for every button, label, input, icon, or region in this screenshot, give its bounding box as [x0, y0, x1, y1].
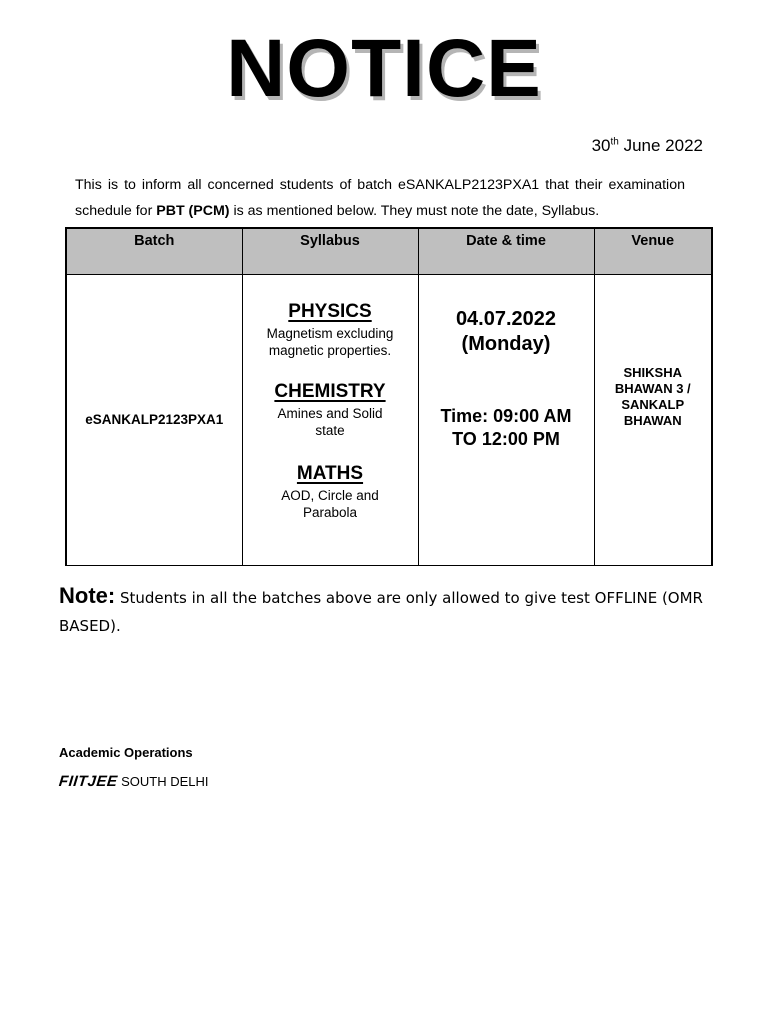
subject-block-physics — [243, 301, 418, 359]
topics-maths: AOD, Circle and Parabola — [281, 487, 379, 520]
schedule-table — [65, 227, 713, 566]
notice-date — [592, 136, 703, 156]
date-time-cell — [418, 274, 594, 565]
intro-exam-name: PBT (PCM) — [156, 203, 230, 219]
subject-maths: MATHS — [296, 462, 364, 484]
exam-date: 04.07.2022 — [455, 307, 557, 330]
topics-physics: Magnetism excluding magnetic properties. — [266, 325, 394, 358]
subject-chemistry: CHEMISTRY — [274, 380, 386, 402]
exam-date-block — [419, 307, 594, 357]
date-day: 30 — [591, 136, 611, 155]
syllabus-cell — [242, 274, 418, 565]
venue-cell — [594, 274, 712, 565]
exam-time-end: TO 12:00 PM — [452, 428, 560, 449]
header-date-time: Date & time — [418, 228, 594, 274]
fiitjee-logo: FIITJEE — [58, 773, 119, 790]
header-batch: Batch — [66, 228, 242, 274]
venue-text: SHIKSHA BHAWAN 3 / SANKALP BHAWAN — [614, 364, 691, 428]
topics-chemistry: Amines and Solid state — [277, 405, 383, 438]
intro-text-1: This is to inform all concerned students of batch eSANKALP2123PXA1 that their examination schedule for — [75, 177, 685, 219]
header-syllabus: Syllabus — [242, 228, 418, 274]
subject-block-maths — [243, 463, 418, 521]
batch-cell: eSANKALP2123PXA1 — [66, 274, 242, 565]
table-header-row — [66, 228, 712, 274]
signature-department: Academic Operations — [59, 745, 193, 760]
exam-day: (Monday) — [461, 332, 551, 355]
signature-location: SOUTH DELHI — [117, 774, 209, 789]
header-venue: Venue — [594, 228, 712, 274]
date-month-year: June 2022 — [618, 136, 703, 155]
table-row — [66, 274, 712, 565]
intro-paragraph — [75, 172, 685, 224]
subject-block-chemistry — [243, 381, 418, 439]
subject-physics: PHYSICS — [288, 300, 372, 322]
date-suffix: th — [610, 136, 619, 148]
exam-time-block — [419, 405, 594, 451]
intro-text-2: is as mentioned below. They must note the date, Syllabus. — [229, 203, 600, 219]
notice-title: NOTICE — [226, 23, 542, 114]
signature-org — [59, 773, 209, 790]
note-paragraph — [59, 582, 709, 640]
exam-time-start: Time: 09:00 AM — [440, 405, 572, 426]
note-label: Note: — [59, 583, 116, 608]
note-text: Students in all the batches above are only allowed to give test OFFLINE (OMR BASED). — [59, 589, 703, 635]
